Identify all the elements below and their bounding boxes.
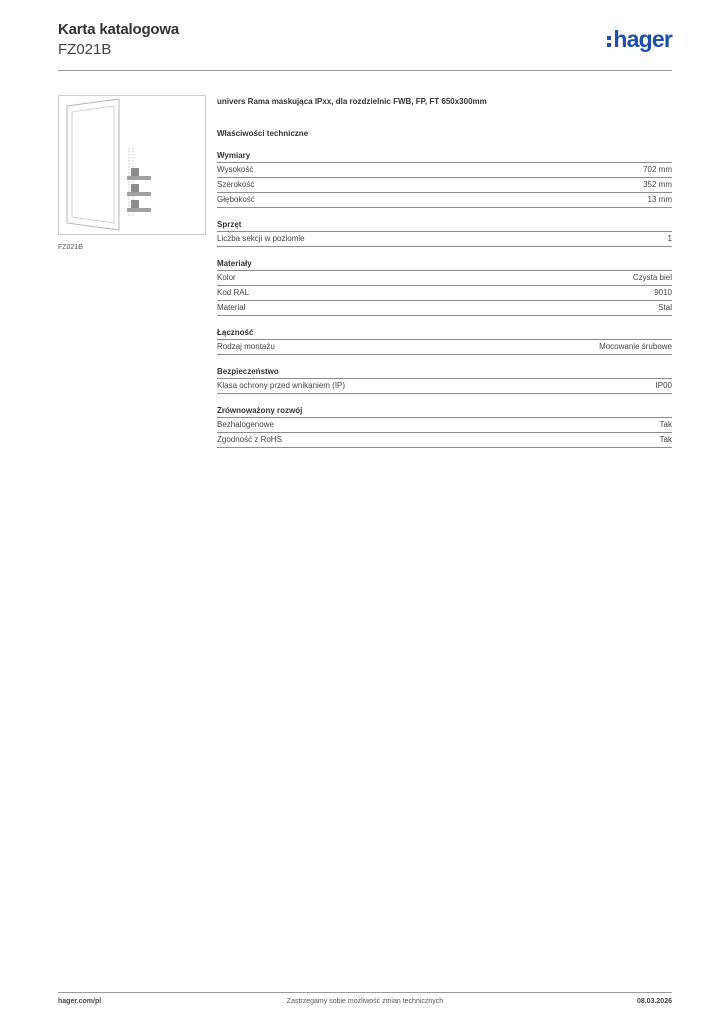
property-label: Bezhalogenowe xyxy=(217,420,274,429)
section-title: Łączność xyxy=(217,327,672,340)
footer-date: 08.03.2026 xyxy=(636,998,672,1005)
product-code: FZ021B xyxy=(58,41,112,58)
property-label: Głębokość xyxy=(217,195,255,204)
property-value: 352 mm xyxy=(643,180,672,189)
property-label: Wysokość xyxy=(217,165,254,174)
property-section xyxy=(217,405,672,448)
property-value: Stal xyxy=(658,303,672,312)
footer-divider xyxy=(58,992,672,993)
section-title: Sprzęt xyxy=(217,219,672,232)
property-row xyxy=(217,271,672,286)
property-value: IP00 xyxy=(655,381,672,390)
property-label: Kolor xyxy=(217,273,236,282)
header-divider xyxy=(58,70,672,71)
property-value: Tak xyxy=(659,420,672,429)
page-title: Karta katalogowa xyxy=(58,21,180,38)
property-row xyxy=(217,301,672,316)
footer-disclaimer: Zastrzegamy sobie możliwość zmian technicznych xyxy=(286,998,444,1005)
property-row xyxy=(217,178,672,193)
product-description: univers Rama maskująca IPxx, dla rozdzielnic FWB, FP, FT 650x300mm xyxy=(217,97,487,106)
property-row xyxy=(217,232,672,247)
property-section xyxy=(217,219,672,247)
logo-wordmark: hager xyxy=(613,26,672,52)
property-row xyxy=(217,379,672,394)
property-label: Rodzaj montażu xyxy=(217,342,275,351)
property-value: 13 mm xyxy=(647,195,672,204)
product-image xyxy=(58,95,206,235)
property-label: Szerokość xyxy=(217,180,255,189)
logo-dots-icon xyxy=(607,36,611,47)
masking-frame-illustration xyxy=(59,96,205,234)
properties-sections xyxy=(217,150,672,448)
property-label: Materiał xyxy=(217,303,246,312)
property-section xyxy=(217,150,672,208)
property-label: Kod RAL xyxy=(217,288,250,297)
property-label: Liczba sekcji w poziomie xyxy=(217,234,305,243)
property-row xyxy=(217,163,672,178)
page-footer xyxy=(58,998,672,1010)
property-value: Mocowanie śrubowe xyxy=(599,342,672,351)
property-section xyxy=(217,366,672,394)
section-title: Zrównoważony rozwój xyxy=(217,405,672,418)
property-value: 702 mm xyxy=(643,165,672,174)
properties-heading: Właściwości techniczne xyxy=(217,129,309,138)
property-label: Zgodność z RoHS xyxy=(217,435,282,444)
property-row xyxy=(217,418,672,433)
section-title: Wymiary xyxy=(217,150,672,163)
property-value: Tak xyxy=(659,435,672,444)
product-details xyxy=(217,96,672,448)
property-row xyxy=(217,340,672,355)
property-row xyxy=(217,433,672,448)
property-label: Klasa ochrony przed wnikaniem (IP) xyxy=(217,381,346,390)
section-title: Materiały xyxy=(217,258,672,271)
property-row xyxy=(217,286,672,301)
property-section xyxy=(217,327,672,355)
hager-logo xyxy=(607,26,672,52)
property-section xyxy=(217,258,672,316)
property-row xyxy=(217,193,672,208)
section-title: Bezpieczeństwo xyxy=(217,366,672,379)
page-header xyxy=(58,20,672,70)
image-caption: FZ021B xyxy=(58,244,83,251)
property-value: 1 xyxy=(667,234,672,243)
property-value: Czysta biel xyxy=(632,273,672,282)
property-value: 9010 xyxy=(654,288,672,297)
footer-website-link[interactable]: hager.com/pl xyxy=(58,998,102,1005)
